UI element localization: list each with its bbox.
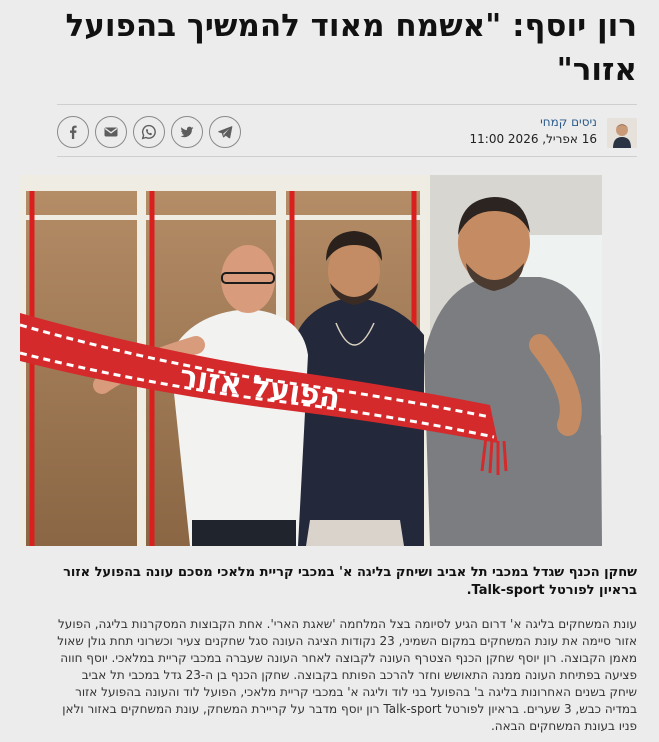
whatsapp-share-button[interactable] [133,116,165,148]
twitter-share-button[interactable] [171,116,203,148]
photo-caption: שחקן הכנף שגדל במכבי תל אביב ושיחק בליגה א' במכבי קריית מלאכי מסכם עונה בהפועל אזור בראיון לפורטל Talk-sport. [63,565,637,598]
publish-date: 16 אפריל, 2026 11:00 [469,132,597,146]
article-body: עונת המשחקים בליגה א' דרום הגיע לסיומה בצל המלחמה 'שאגת הארי'. אחת הקבוצות המסקרנות בליגה, הפועל אזור סיימה את עונת המשחקים במקום השמיני, 23 נקודות הציגה העונה סגל שחקנים צעיר וכשרוני תחת גולן שאול מאמן הקבוצה. רון יוסף שחקן הכנף הצטרף העונה לקבוצה לאחר העונה שעברה במכבי קריית במלאכי. יוסף חווה פציעה בפתיחת העונה ממנה התאושש וחזר להרכב הפותח בקבוצה. שחקן הכנף בן ה-23 גדל במכבי תל אביב שיחק בשנים האחרונות בליגה ב' בהפועל בני לוד וליגה א' במכבי קריית מלאכי, הפועל לוד והעונה בהפועל אזור במדיה כבש, 3 שערים. בראיון לפורטל Talk-sport רון יוסף מדבר על קריירת המשחק, עונת המשחקים באזור ולאן פניו בעונת המשחקים הבאה. [57,617,637,733]
facebook-icon [65,124,81,140]
email-icon [103,124,119,140]
byline-top-divider [57,104,637,105]
byline [57,116,637,150]
scarf-text: הפועל אזור [177,358,343,417]
facebook-share-button[interactable] [57,116,89,148]
author-name-link[interactable]: ניסים קמחי [540,115,597,129]
telegram-icon [217,124,233,140]
article-headline: רון יוסף: "אשמח מאוד להמשיך בהפועל אזור" [65,8,637,88]
team-presentation-photo [20,175,602,546]
article-photo [20,175,602,546]
whatsapp-icon [141,124,157,140]
share-bar [57,116,241,148]
email-share-button[interactable] [95,116,127,148]
telegram-share-button[interactable] [209,116,241,148]
twitter-icon [179,124,195,140]
byline-bottom-divider [57,156,637,157]
author-avatar[interactable] [607,118,637,148]
